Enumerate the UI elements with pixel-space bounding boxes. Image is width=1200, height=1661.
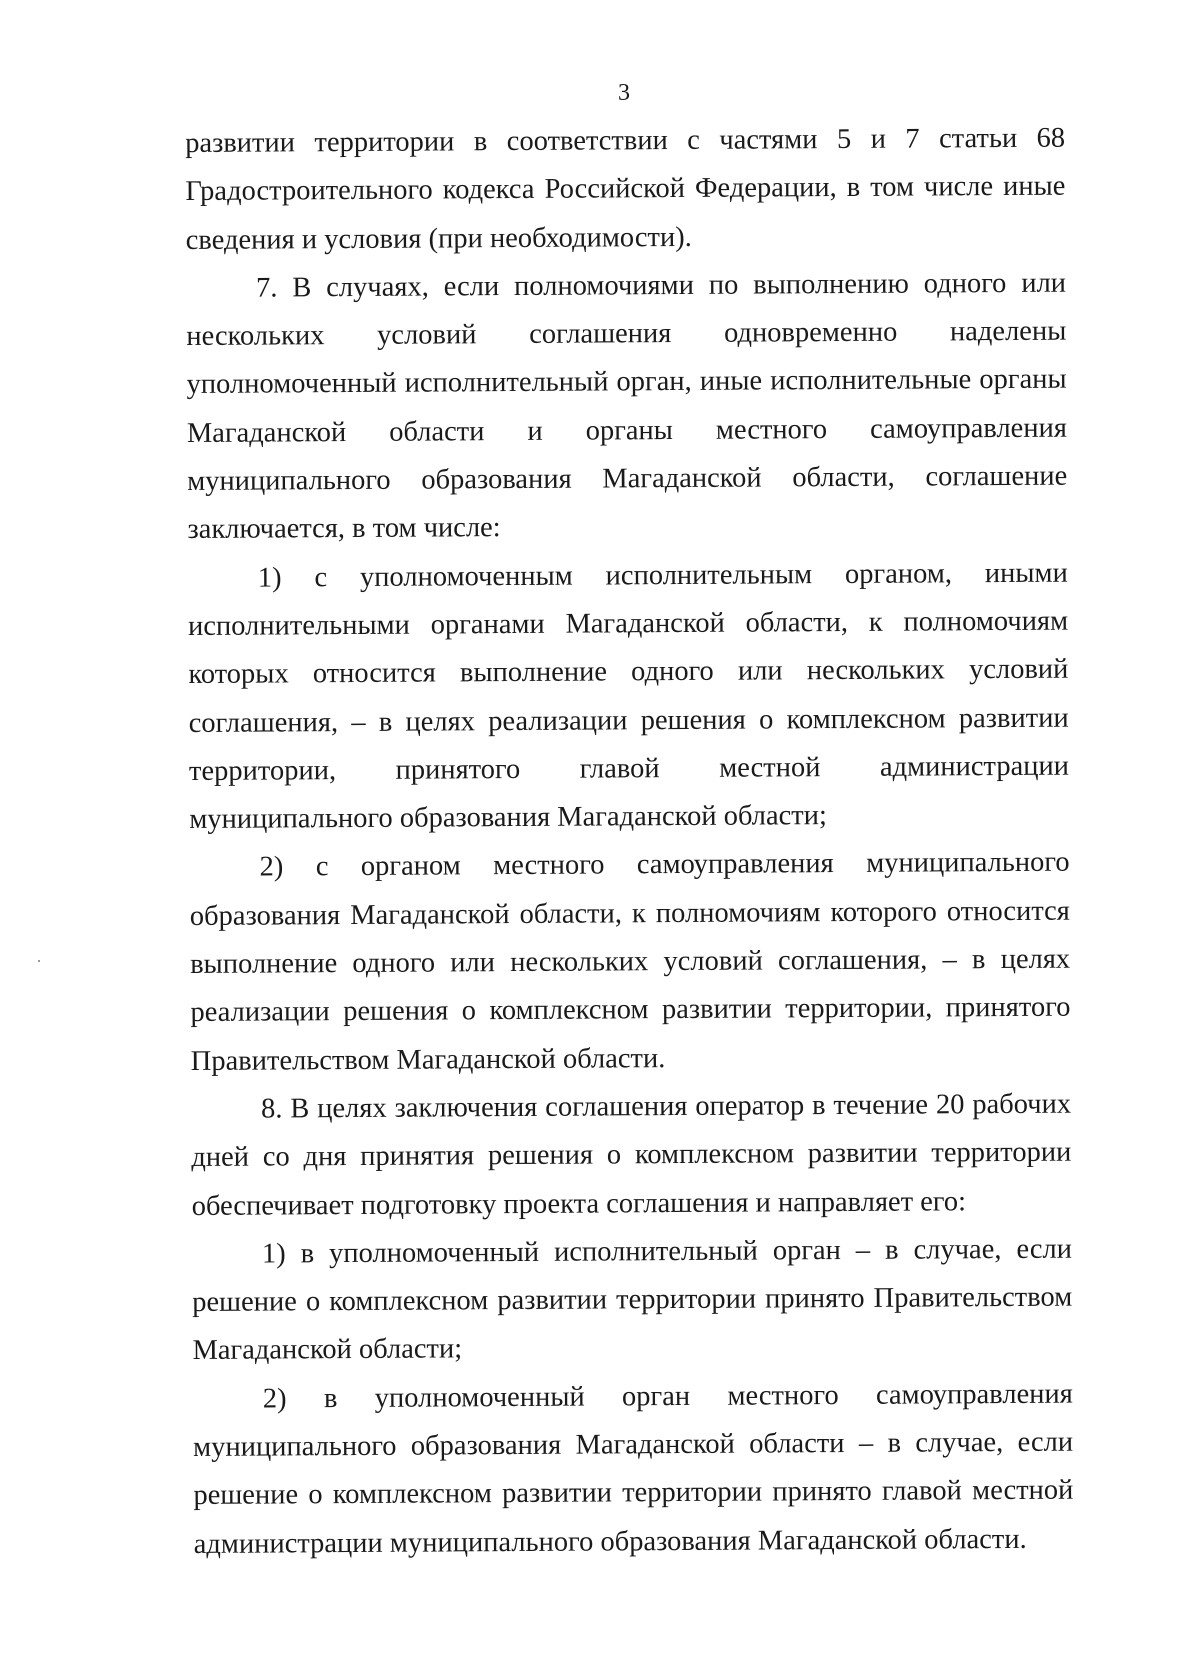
page-number: 3 [618,80,630,106]
paragraph-item-8-2: 2) в уполномоченный орган местного самоуправления муниципального образования Магаданской области – в случае, если решение о комплексном развитии территории принято главой местной администрации муниципального образования Магаданской области. [193,1378,1074,1560]
document-body [185,115,1074,1569]
paragraph-item-7: 7. В случаях, если полномочиями по выполнению одного или нескольких условий соглашения одновременно наделены уполномоченный исполнительный орган, иные исполнительные органы Магаданской области и органы местного самоуправления муниципального образования Магаданской области, соглашение заключается, в том числе: [186,267,1068,546]
paragraph-item-8: 8. В целях заключения соглашения оператор в течение 20 рабочих дней со дня принятия решения о комплексном развитии территории обеспечивает подготовку проекта соглашения и направляет его: [191,1088,1072,1222]
paragraph-item-7-2: 2) с органом местного самоуправления муниципального образования Магаданской области, к полномочиям которого относится выполнение одного или нескольких условий соглашения, – в целях реализации решения о комплексном развитии территории, принятого Правительством Магаданской области. [189,847,1071,1077]
scan-speck [38,960,40,962]
paragraph-item-8-1: 1) в уполномоченный исполнительный орган – в случае, если решение о комплексном развитии территории принято Правительством Магаданской области; [192,1233,1073,1367]
paragraph-continuation: развитии территории в соответствии с частями 5 и 7 статьи 68 Градостроительного кодекса Российской Федерации, в том числе иные сведения и условия (при необходимости). [185,122,1066,256]
paragraph-item-7-1: 1) с уполномоченным исполнительным органом, иными исполнительными органами Магаданской области, к полномочиям которых относится выполнение одного или нескольких условий соглашения, – в целях реализации решения о комплексном развитии территории, принятого главой местной администрации муниципального образования Магаданской области; [187,557,1070,836]
